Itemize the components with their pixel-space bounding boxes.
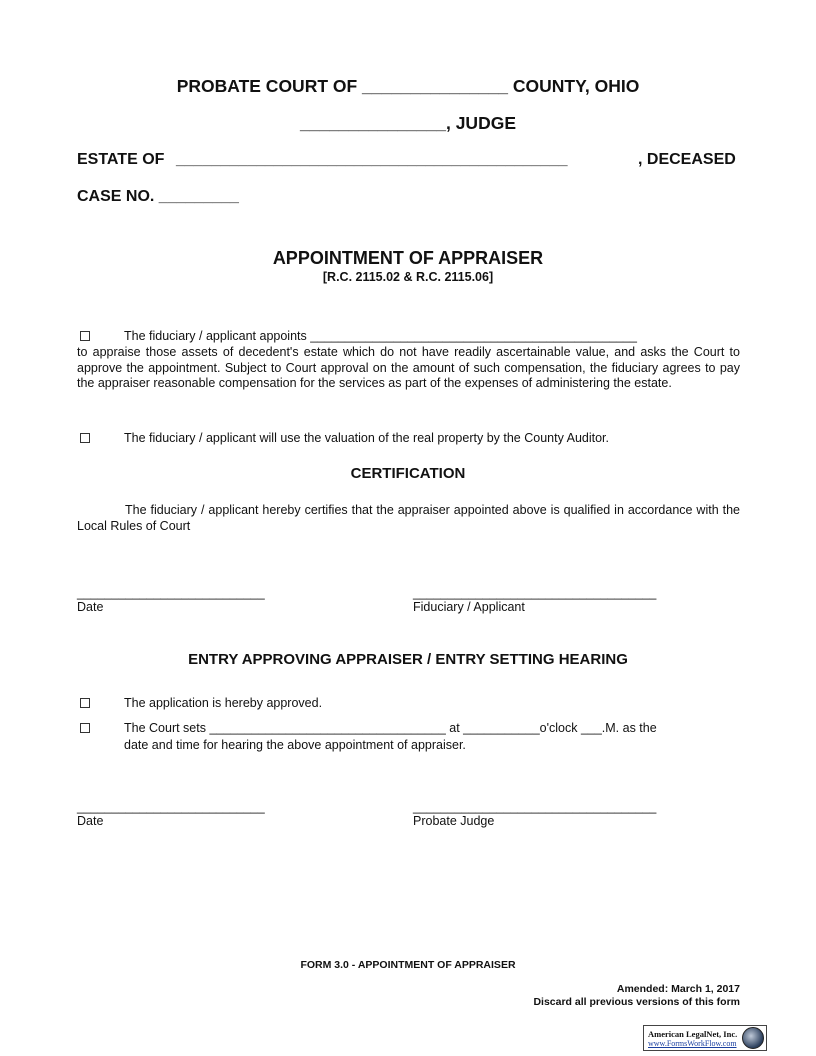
auditor-valuation-text: The fiduciary / applicant will use the valuation of the real property by the County Auditor. — [124, 431, 609, 445]
estate-label: ESTATE OF — [77, 151, 165, 168]
discard-notice: Discard all previous versions of this form — [533, 996, 740, 1008]
entry-date-label: Date — [77, 814, 104, 828]
amended-date: Amended: March 1, 2017 — [616, 983, 740, 995]
certification-text: The fiduciary / applicant hereby certifies that the appraiser appointed above is qualified in accordance with the Local Rules of Court — [77, 503, 740, 533]
appointment-first-line: The fiduciary / applicant appoints _______________________________________________ — [124, 329, 637, 343]
certification-heading: CERTIFICATION — [350, 465, 466, 482]
form-title: APPOINTMENT OF APPRAISER — [272, 248, 544, 268]
date-label: Date — [77, 600, 104, 614]
entry-date-signature-line[interactable]: ___________________________ — [77, 800, 265, 814]
date-signature-line[interactable]: ___________________________ — [77, 586, 265, 600]
approved-checkbox[interactable] — [80, 698, 90, 708]
globe-icon — [742, 1027, 764, 1049]
form-footer-name: FORM 3.0 - APPOINTMENT OF APPRAISER — [300, 959, 516, 971]
county-auditor-checkbox[interactable] — [80, 433, 90, 443]
approved-text: The application is hereby approved. — [124, 696, 323, 710]
hearing-line-1: The Court sets __________________________________ at ___________o'clock ___.M. as the — [124, 721, 657, 735]
appoint-appraiser-checkbox[interactable] — [80, 331, 90, 341]
court-heading: PROBATE COURT OF _______________ COUNTY, OHIO — [176, 76, 640, 96]
probate-judge-label: Probate Judge — [413, 814, 495, 828]
estate-name-field[interactable]: ____________________________________________ — [176, 151, 568, 168]
fiduciary-signature-line[interactable]: ___________________________________ — [413, 586, 657, 600]
hearing-line-2: date and time for hearing the above appointment of appraiser. — [124, 738, 466, 752]
case-number-field[interactable]: CASE NO. _________ — [77, 188, 239, 205]
forms-workflow-logo[interactable] — [643, 1025, 767, 1051]
statute-reference: [R.C. 2115.02 & R.C. 2115.06] — [322, 270, 494, 284]
appointment-paragraph: to appraise those assets of decedent's estate which do not have readily ascertainable value, and asks the Court to approve the appointment. Subject to Court approval on the amount of such compensation, the fiduciary agrees to pay the appraiser reasonable compensation for the services as part of the expenses of administering the estate. — [77, 345, 740, 390]
logo-website-link[interactable]: www.FormsWorkFlow.com — [648, 1039, 737, 1048]
hearing-checkbox[interactable] — [80, 723, 90, 733]
judge-line: _______________, JUDGE — [299, 113, 516, 133]
entry-heading: ENTRY APPROVING APPRAISER / ENTRY SETTING HEARING — [188, 651, 628, 668]
probate-judge-signature-line[interactable]: ___________________________________ — [413, 800, 657, 814]
deceased-label: , DECEASED — [638, 151, 736, 168]
fiduciary-label: Fiduciary / Applicant — [413, 600, 525, 614]
logo-company: American LegalNet, Inc. — [648, 1029, 738, 1039]
